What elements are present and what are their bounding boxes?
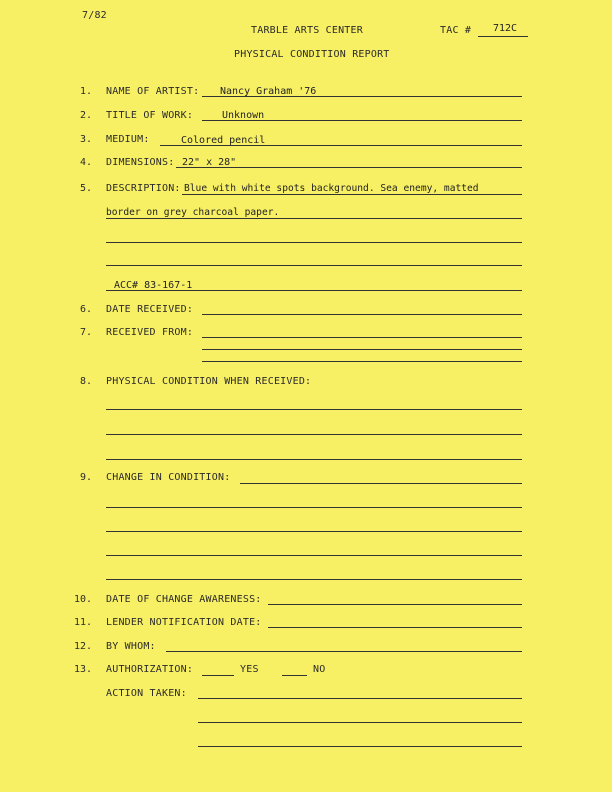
description-value-2[interactable]: border on grey charcoal paper. [106,207,280,218]
page-title: PHYSICAL CONDITION REPORT [234,49,390,60]
field-10-label: DATE OF CHANGE AWARENESS: [106,594,262,605]
action-line-2[interactable] [198,722,522,723]
field-4-num: 4. [79,157,92,168]
change-line-2[interactable] [106,507,522,508]
title-value[interactable]: Unknown [222,110,265,121]
field-6-num: 6. [79,304,92,315]
field-7-label: RECEIVED FROM: [106,327,194,338]
field-2-num: 2. [79,110,92,121]
medium-value[interactable]: Colored pencil [181,135,266,146]
no-label: NO [313,664,326,675]
medium-line [160,145,522,146]
date-code: 7/82 [82,10,107,21]
date-received-line[interactable] [202,314,522,315]
received-from-line-1[interactable] [202,337,522,338]
change-awareness-line[interactable] [268,604,522,605]
description-value[interactable]: Blue with white spots background. Sea enemy, matted [184,183,479,194]
dimensions-line [176,167,522,168]
field-5-label: DESCRIPTION: [106,183,181,194]
field-9-label: CHANGE IN CONDITION: [106,472,231,483]
received-from-line-2[interactable] [202,349,522,350]
change-line-5[interactable] [106,579,522,580]
field-5-num: 5. [79,183,92,194]
org-name: TARBLE ARTS CENTER [251,25,363,36]
dimensions-value[interactable]: 22" x 28" [182,157,237,168]
field-13-label: AUTHORIZATION: [106,664,194,675]
description-line-1 [182,194,522,195]
condition-line-1[interactable] [106,409,522,410]
tac-label: TAC # [440,25,472,36]
action-line-1[interactable] [198,698,522,699]
field-6-label: DATE RECEIVED: [106,304,194,315]
field-4-label: DIMENSIONS: [106,157,175,168]
description-line-4 [106,265,522,266]
field-13-num: 13. [73,664,92,675]
field-11-label: LENDER NOTIFICATION DATE: [106,617,262,628]
field-3-label: MEDIUM: [106,134,150,145]
field-12-label: BY WHOM: [106,641,156,652]
action-taken-label: ACTION TAKEN: [106,688,187,699]
field-11-num: 11. [73,617,92,628]
field-1-label: NAME OF ARTIST: [106,86,200,97]
artist-line [202,96,522,97]
artist-value[interactable]: Nancy Graham '76 [220,86,317,97]
field-3-num: 3. [79,134,92,145]
description-line-5 [106,290,522,291]
acc-number[interactable]: ACC# 83-167-1 [114,280,193,291]
field-9-num: 9. [79,472,92,483]
tac-line [478,36,528,37]
field-1-num: 1. [79,86,92,97]
field-10-num: 10. [73,594,92,605]
yes-blank[interactable] [202,675,234,676]
field-8-label: PHYSICAL CONDITION WHEN RECEIVED: [106,376,312,387]
received-from-line-3[interactable] [202,361,522,362]
field-12-num: 12. [73,641,92,652]
no-blank[interactable] [282,675,307,676]
title-line [202,120,522,121]
change-line-4[interactable] [106,555,522,556]
yes-label: YES [240,664,259,675]
description-line-3 [106,242,522,243]
field-8-num: 8. [79,376,92,387]
condition-line-2[interactable] [106,434,522,435]
change-line-1[interactable] [240,483,522,484]
change-line-3[interactable] [106,531,522,532]
description-line-2 [106,218,522,219]
by-whom-line[interactable] [166,651,522,652]
notification-date-line[interactable] [268,627,522,628]
field-7-num: 7. [79,327,92,338]
condition-line-3[interactable] [106,459,522,460]
tac-value[interactable]: 712C [493,23,518,34]
field-2-label: TITLE OF WORK: [106,110,194,121]
action-line-3[interactable] [198,746,522,747]
